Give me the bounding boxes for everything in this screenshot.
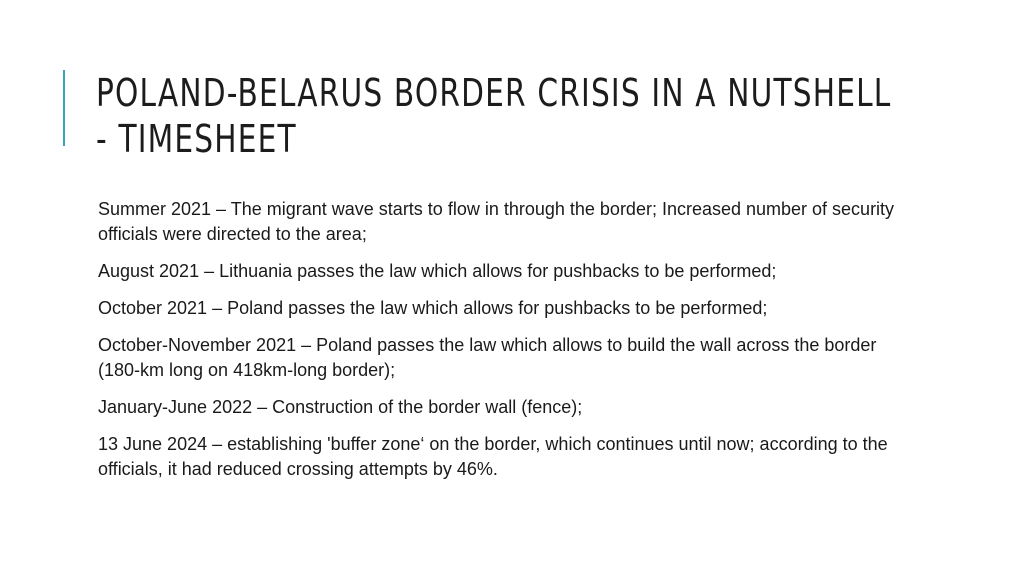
slide-title-line-2: - TIMESHEET (96, 117, 297, 161)
title-accent-bar (63, 70, 65, 146)
timeline-item-august-2021: August 2021 – Lithuania passes the law which allows for pushbacks to be performed; (98, 261, 777, 281)
timeline-item-13-june-2024: 13 June 2024 – establishing 'buffer zone‘ on the border, which continues until now; according to the officials, it had reduced crossing attempts by 46%. (98, 434, 888, 479)
timeline-list (98, 197, 898, 494)
timeline-item-january-june-2022: January-June 2022 – Construction of the border wall (fence); (98, 397, 583, 417)
timeline-item-october-2021: October 2021 – Poland passes the law which allows for pushbacks to be performed; (98, 298, 768, 318)
slide-title (96, 70, 892, 162)
timeline-item-october-november-2021: October-November 2021 – Poland passes the law which allows to build the wall across the border (180-km long on 418km-long border); (98, 335, 877, 380)
timeline-item-summer-2021: Summer 2021 – The migrant wave starts to flow in through the border; Increased number of security officials were directed to the area; (98, 199, 895, 244)
slide-title-line-1: POLAND-BELARUS BORDER CRISIS IN A NUTSHELL (96, 71, 892, 115)
